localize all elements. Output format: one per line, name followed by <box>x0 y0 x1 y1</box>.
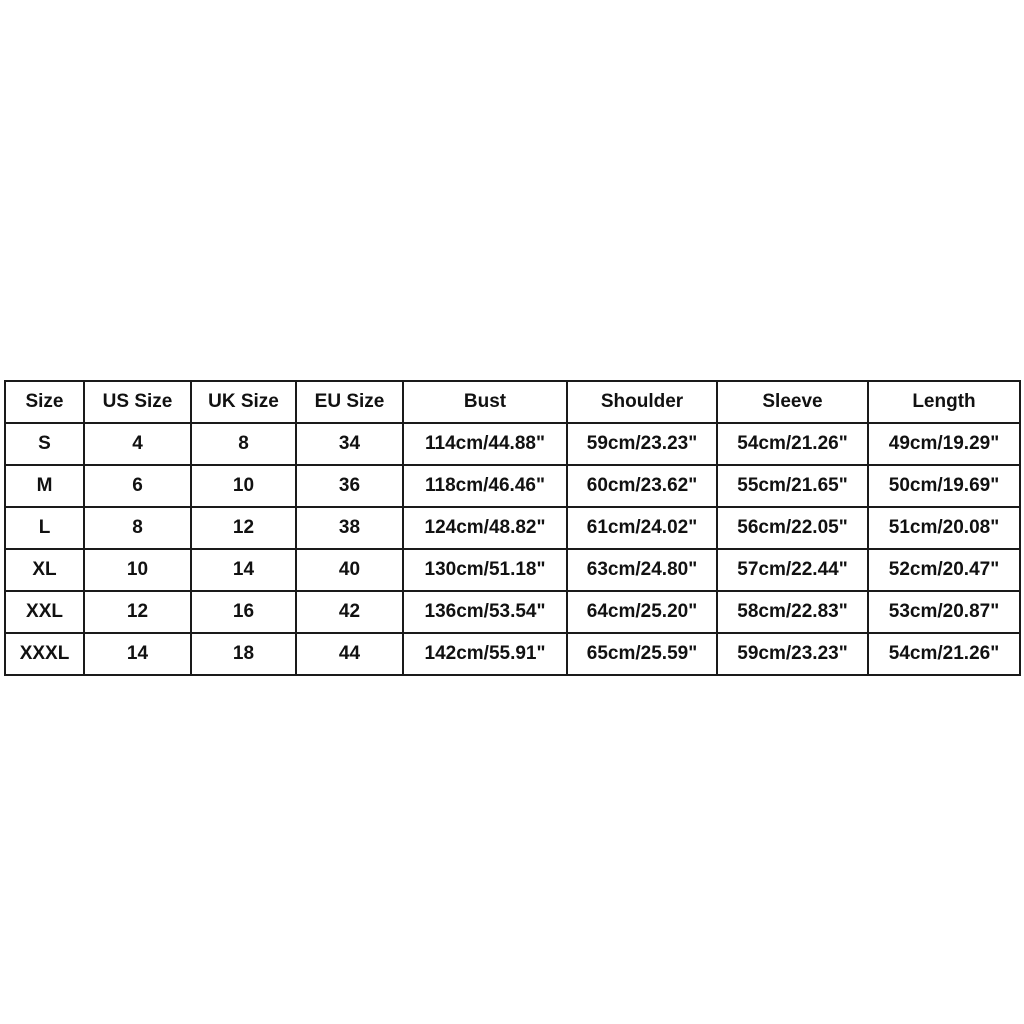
table-cell: L <box>5 507 84 549</box>
table-cell: 12 <box>191 507 296 549</box>
table-cell: 54cm/21.26" <box>868 633 1020 675</box>
table-cell: 34 <box>296 423 403 465</box>
table-cell: XXL <box>5 591 84 633</box>
table-cell: 10 <box>84 549 191 591</box>
table-cell: 142cm/55.91" <box>403 633 567 675</box>
table-cell: 4 <box>84 423 191 465</box>
table-row <box>5 549 1020 591</box>
table-cell: 18 <box>191 633 296 675</box>
table-cell: 59cm/23.23" <box>717 633 868 675</box>
table-cell: 14 <box>84 633 191 675</box>
header-shoulder: Shoulder <box>567 381 717 423</box>
table-cell: 14 <box>191 549 296 591</box>
table-cell: 44 <box>296 633 403 675</box>
table-row <box>5 591 1020 633</box>
table-cell: 12 <box>84 591 191 633</box>
table-cell: 61cm/24.02" <box>567 507 717 549</box>
table-cell: 58cm/22.83" <box>717 591 868 633</box>
table-cell: 124cm/48.82" <box>403 507 567 549</box>
header-uk-size: UK Size <box>191 381 296 423</box>
table-cell: 6 <box>84 465 191 507</box>
table-cell: 51cm/20.08" <box>868 507 1020 549</box>
table-row <box>5 507 1020 549</box>
table-header-row <box>5 381 1020 423</box>
table-cell: 49cm/19.29" <box>868 423 1020 465</box>
table-cell: 64cm/25.20" <box>567 591 717 633</box>
table-cell: 52cm/20.47" <box>868 549 1020 591</box>
table-cell: 136cm/53.54" <box>403 591 567 633</box>
table-cell: XXXL <box>5 633 84 675</box>
table-cell: XL <box>5 549 84 591</box>
header-us-size: US Size <box>84 381 191 423</box>
table-cell: 114cm/44.88" <box>403 423 567 465</box>
table-cell: 8 <box>84 507 191 549</box>
table-cell: 65cm/25.59" <box>567 633 717 675</box>
table-cell: 53cm/20.87" <box>868 591 1020 633</box>
table-cell: M <box>5 465 84 507</box>
table-cell: 59cm/23.23" <box>567 423 717 465</box>
size-chart-table <box>4 380 1021 676</box>
table-cell: 118cm/46.46" <box>403 465 567 507</box>
table-cell: 50cm/19.69" <box>868 465 1020 507</box>
table-row <box>5 423 1020 465</box>
header-size: Size <box>5 381 84 423</box>
table-row <box>5 633 1020 675</box>
table-cell: 57cm/22.44" <box>717 549 868 591</box>
header-sleeve: Sleeve <box>717 381 868 423</box>
table-cell: 63cm/24.80" <box>567 549 717 591</box>
table-cell: 60cm/23.62" <box>567 465 717 507</box>
table-cell: 56cm/22.05" <box>717 507 868 549</box>
table-cell: 130cm/51.18" <box>403 549 567 591</box>
table-cell: 10 <box>191 465 296 507</box>
table-cell: S <box>5 423 84 465</box>
table-cell: 16 <box>191 591 296 633</box>
table-cell: 55cm/21.65" <box>717 465 868 507</box>
table-cell: 8 <box>191 423 296 465</box>
table-cell: 42 <box>296 591 403 633</box>
header-eu-size: EU Size <box>296 381 403 423</box>
table-cell: 38 <box>296 507 403 549</box>
table-cell: 40 <box>296 549 403 591</box>
table-row <box>5 465 1020 507</box>
header-length: Length <box>868 381 1020 423</box>
table-cell: 54cm/21.26" <box>717 423 868 465</box>
header-bust: Bust <box>403 381 567 423</box>
table-cell: 36 <box>296 465 403 507</box>
